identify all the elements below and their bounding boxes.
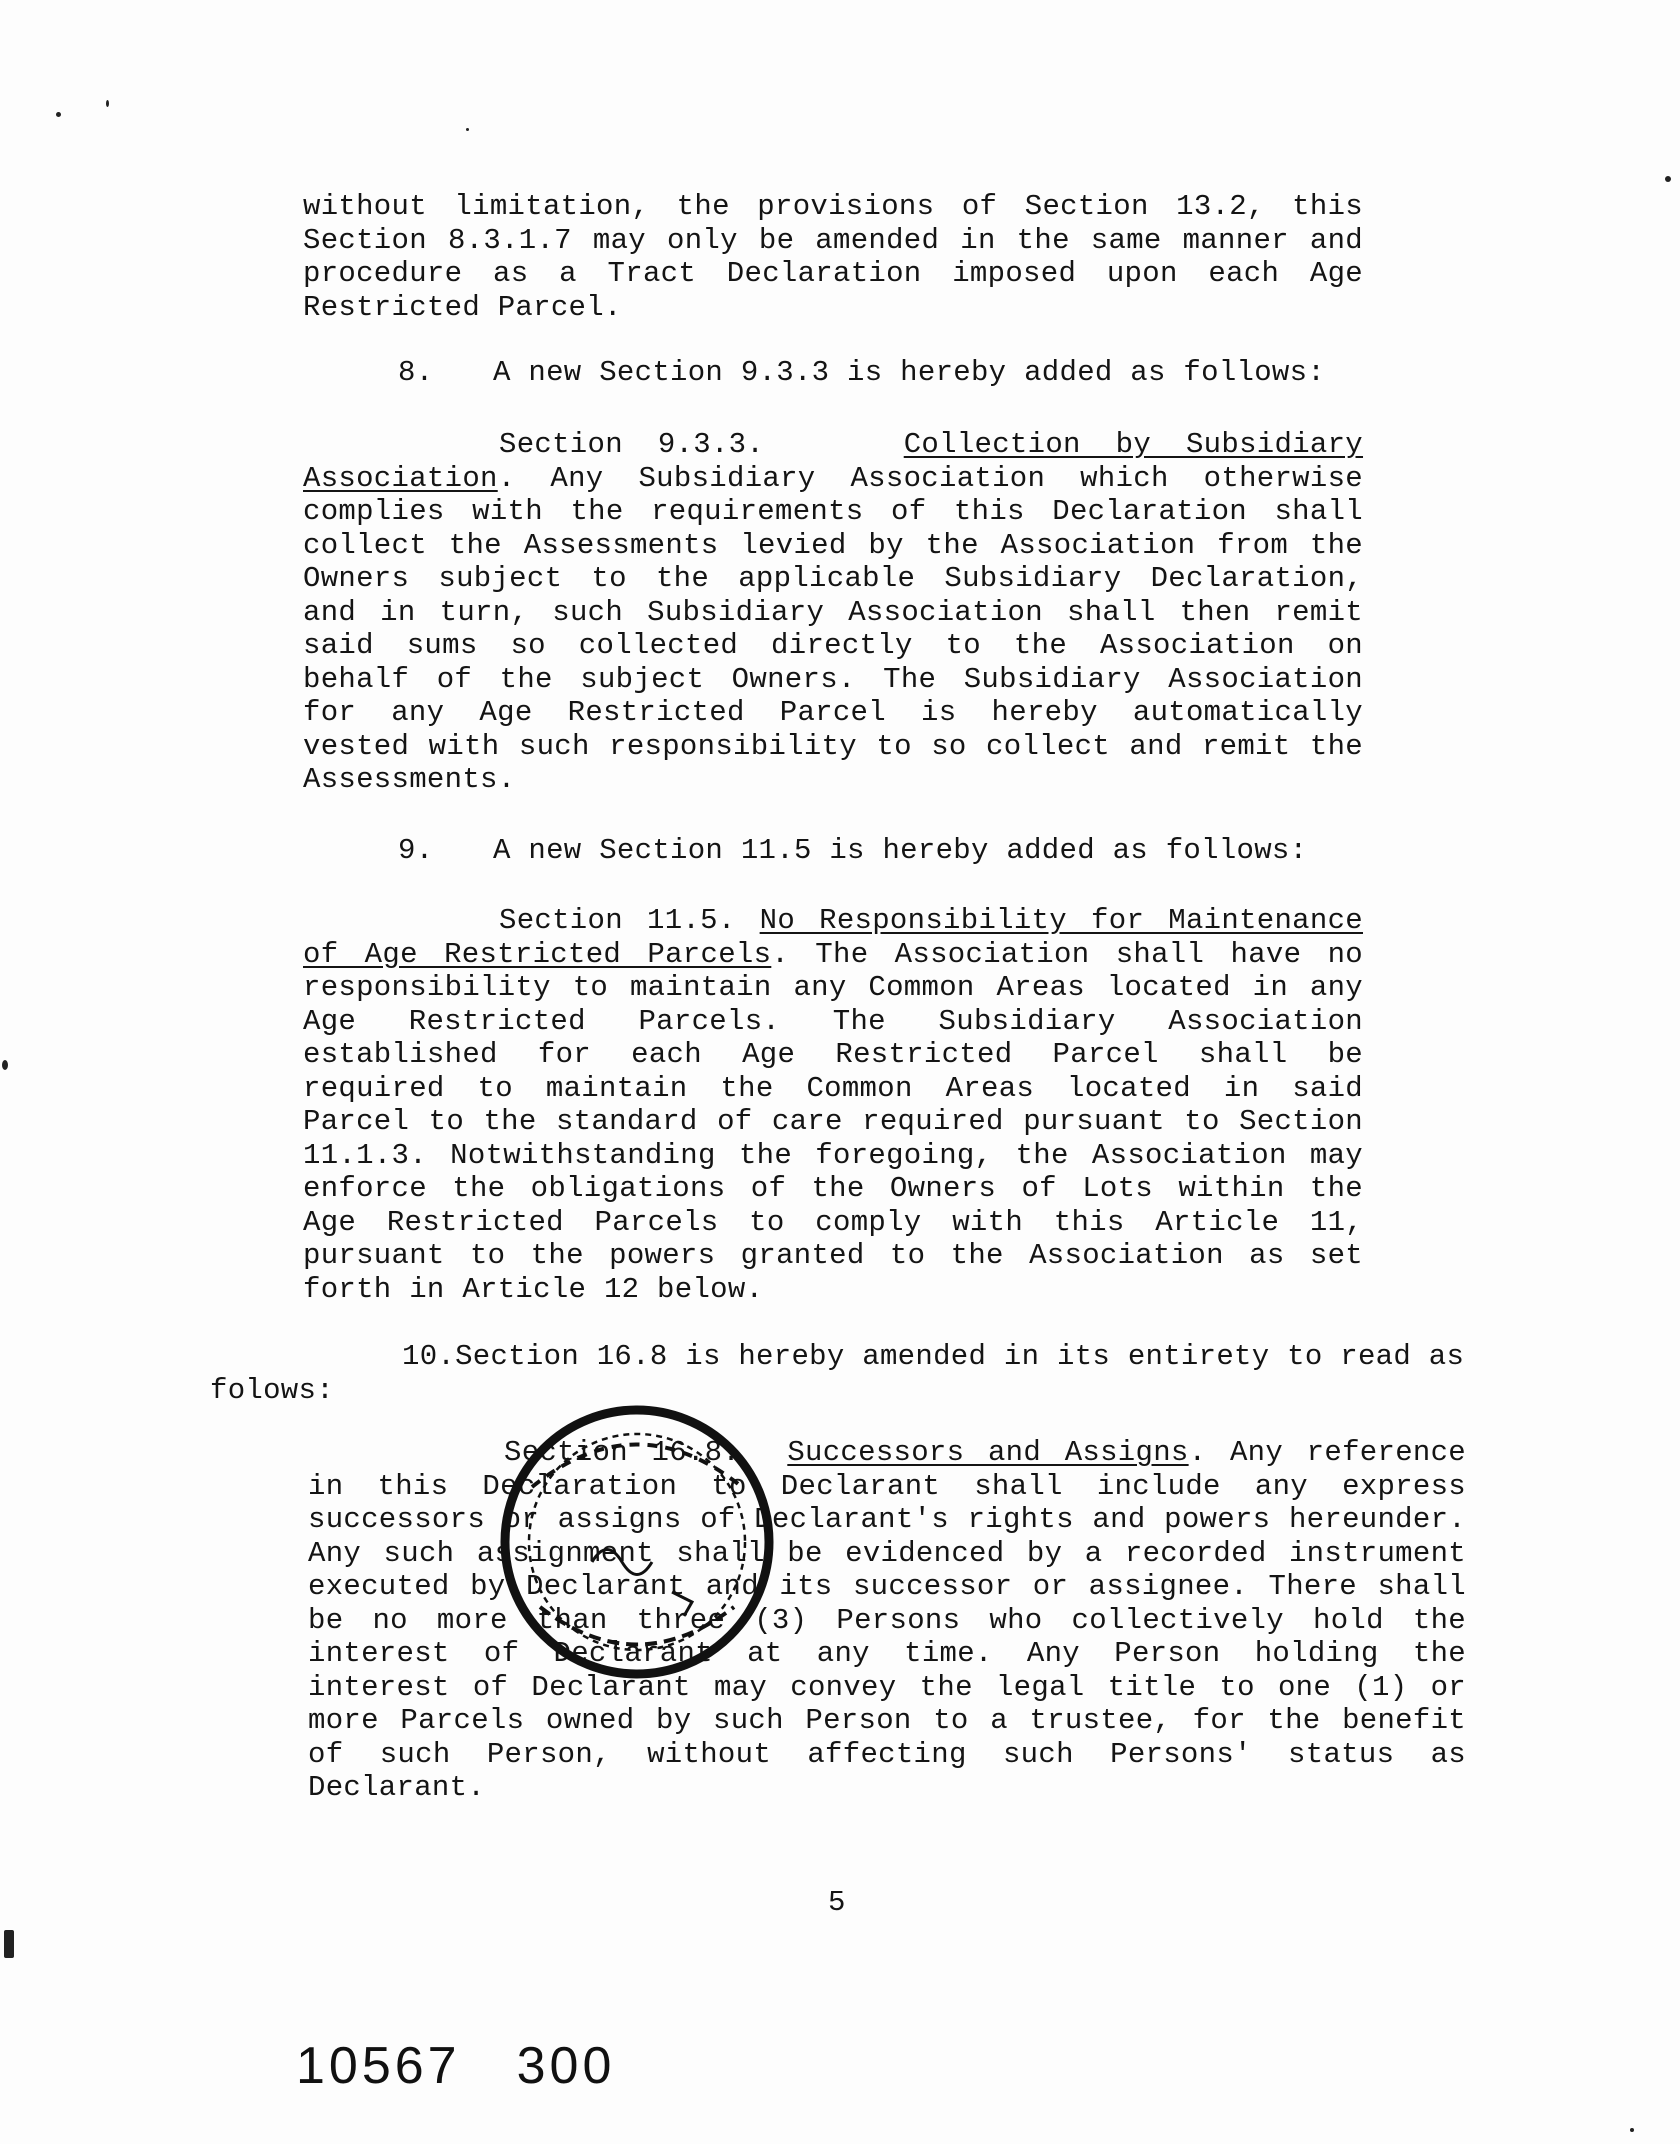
item-10-number: 10. <box>402 1340 456 1373</box>
continuation-text: without limitation, the provisions of Section 13.2, this Section 8.3.1.7 may only be amended in the same manner and procedure as a Tract Declaration imposed upon each Age Restricted Parcel. <box>303 190 1363 324</box>
section-16-8-label: Section 16.8. <box>504 1436 741 1469</box>
scan-speck <box>56 112 61 117</box>
section-16-8 <box>308 1436 1466 1805</box>
section-9-3-3-body: . Any Subsidiary Association which otherwise complies with the requirements of this Declaration shall collect the Assessments levied by the Association from the Owners subject to the applicable Subsidiary Declaration, and in turn, such Subsidiary Association shall then remit said sums so collected directly to the Association on behalf of the subject Owners. The Subsidiary Association for any Age Restricted Parcel is hereby automatically vested with such responsibility to so collect and remit the Assessments. <box>303 461 1363 796</box>
continuation-paragraph <box>303 190 1363 324</box>
section-9-3-3-label: Section 9.3.3. <box>499 428 765 461</box>
footer-document-code <box>296 2036 671 2096</box>
scan-speck <box>4 1930 14 1958</box>
scan-speck <box>106 100 109 107</box>
section-11-5-heading: No Responsibility for Maintenance of Age Restricted Parcels <box>303 904 1363 971</box>
footer-code-a: 10567 <box>296 2037 461 2095</box>
item-9-text: A new Section 11.5 is hereby added as follows: <box>493 834 1308 867</box>
section-9-3-3-heading: Collection by Subsidiary Association <box>303 428 1364 495</box>
scan-speck <box>1630 2128 1634 2132</box>
section-11-5 <box>303 904 1363 1306</box>
page-number: 5 <box>828 1886 846 1919</box>
section-11-5-label: Section 11.5. <box>499 904 736 937</box>
item-8-number: 8. <box>398 356 434 389</box>
section-9-3-3 <box>303 428 1363 797</box>
item-10-text: Section 16.8 is hereby amended in its entirety to read as folows: <box>210 1340 1465 1407</box>
item-10 <box>210 1340 1465 1407</box>
scan-speck <box>1665 176 1671 182</box>
footer-code-b: 300 <box>516 2037 616 2095</box>
section-16-8-body: . Any reference in this Declaration to Declarant shall include any express successors or assigns of Declarant's rights and powers hereunder. Any such assignment shall be evidenced by a recorded instrument executed by Declarant and its successor or assignee. There shall be no more than three (3) Persons who collectively hold the interest of Declarant at any time. Any Person holding the interest of Declarant may convey the legal title to one (1) or more Parcels owned by such Person to a trustee, for the benefit of such Person, without affecting such Persons' status as Declarant. <box>308 1436 1467 1804</box>
item-8 <box>398 356 1325 390</box>
item-9-number: 9. <box>398 834 434 867</box>
scan-speck <box>2 1060 8 1070</box>
section-11-5-body: . The Association shall have no responsibility to maintain any Common Areas located in any Age Restricted Parcels. The Subsidiary Association established for each Age Restricted Parcel shall be required to maintain the Common Areas located in said Parcel to the standard of care required pursuant to Section 11.1.3. Notwithstanding the foregoing, the Association may enforce the obligations of the Owners of Lots within the Age Restricted Parcels to comply with this Article 11, pursuant to the powers granted to the Association as set forth in Article 12 below. <box>303 937 1363 1306</box>
section-16-8-heading: Successors and Assigns <box>787 1436 1189 1469</box>
item-9 <box>398 834 1307 868</box>
scan-speck <box>466 128 469 131</box>
item-8-text: A new Section 9.3.3 is hereby added as follows: <box>493 356 1326 389</box>
